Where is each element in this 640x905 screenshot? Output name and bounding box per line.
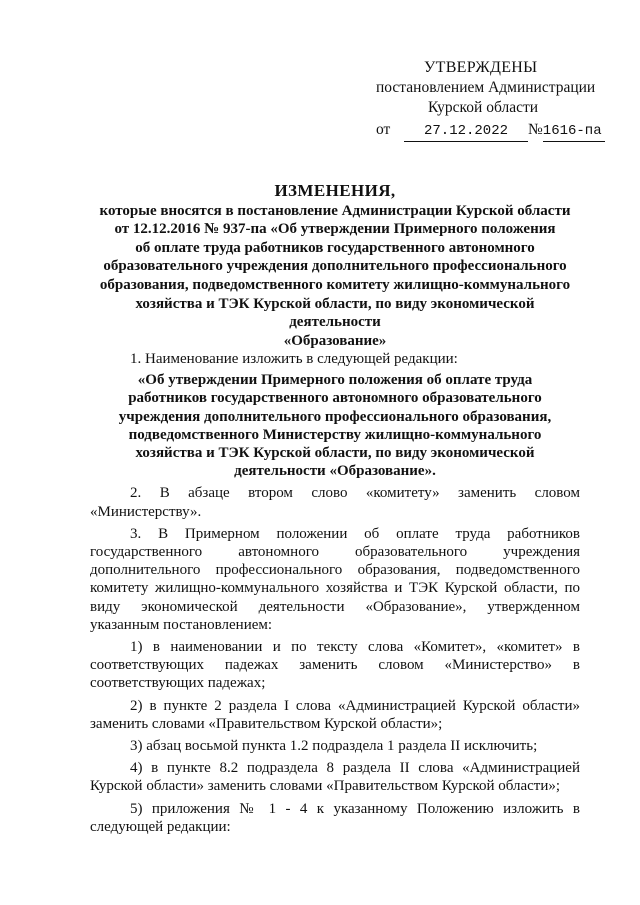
title-heading: ИЗМЕНЕНИЯ, — [274, 181, 396, 200]
item-3: 3. В Примерном положении об оплате труда работников государственного автономного образовательного учреждения дополнительного профессионального образования, подведомственного комитету жилищно-коммунального хозяйства и ТЭК Курской области, по виду экономической деятельности «Образование», утвержденном указанным постановлением: — [90, 525, 580, 633]
document-body — [90, 350, 580, 836]
item-2: 2. В абзаце втором слово «комитету» заменить словом «Министерству». — [90, 485, 580, 520]
approval-line-1: постановлением Администрации — [376, 79, 596, 96]
item-1: 1. Наименование изложить в следующей редакции: — [130, 351, 458, 367]
title-line: образовательного учреждения дополнительного профессионального — [103, 258, 567, 275]
date-prefix: от — [376, 121, 391, 138]
approval-date: 27.12.2022 — [404, 121, 528, 142]
quote-line: учреждения дополнительного профессионального образования, — [118, 408, 552, 425]
item-1-quote — [90, 371, 580, 480]
quote-line: «Об утверждении Примерного положения об оплате труда — [137, 372, 533, 389]
subitem-4: 4) в пункте 8.2 подраздела 8 раздела II слова «Администрацией Курской области» заменить словами «Правительством Курской области»; — [90, 760, 580, 795]
title-line: образования, подведомственного комитету жилищно-коммунального — [99, 276, 571, 293]
title-line: хозяйства и ТЭК Курской области, по виду экономической деятельности — [135, 295, 535, 331]
title-line: «Образование» — [283, 332, 387, 349]
title-line: об оплате труда работников государственного автономного — [135, 239, 535, 256]
approval-stamp — [370, 58, 610, 142]
subitem-1: 1) в наименовании и по тексту слова «Комитет», «комитет» в соответствующих падежах заменить словом «Министерство» в соответствующих падежах; — [90, 639, 580, 692]
subitem-3: 3) абзац восьмой пункта 1.2 подраздела 1 раздела II исключить; — [130, 738, 538, 755]
document-title — [90, 182, 580, 350]
title-line: которые вносятся в постановление Администрации Курской области — [99, 202, 571, 219]
quote-line: работников государственного автономного образовательного — [128, 390, 542, 407]
subitem-5: 5) приложения № 1 - 4 к указанному Положению изложить в следующей редакции: — [90, 800, 580, 835]
quote-line: хозяйства и ТЭК Курской области, по виду экономической — [135, 445, 535, 462]
quote-line: подведомственного Министерству жилищно-коммунального — [128, 426, 542, 443]
approval-number: 1616-па — [543, 121, 605, 142]
title-line: от 12.12.2016 № 937-па «Об утверждении Примерного положения — [114, 221, 556, 238]
approval-date-line — [370, 120, 610, 142]
quote-line: деятельности «Образование». — [234, 463, 436, 480]
approval-line-2: Курской области — [428, 99, 539, 116]
approved-label: УТВЕРЖДЕНЫ — [424, 59, 538, 76]
number-sign: № — [528, 121, 543, 138]
subitem-2: 2) в пункте 2 раздела I слова «Администрацией Курской области» заменить словами «Правительством Курской области»; — [90, 697, 580, 732]
